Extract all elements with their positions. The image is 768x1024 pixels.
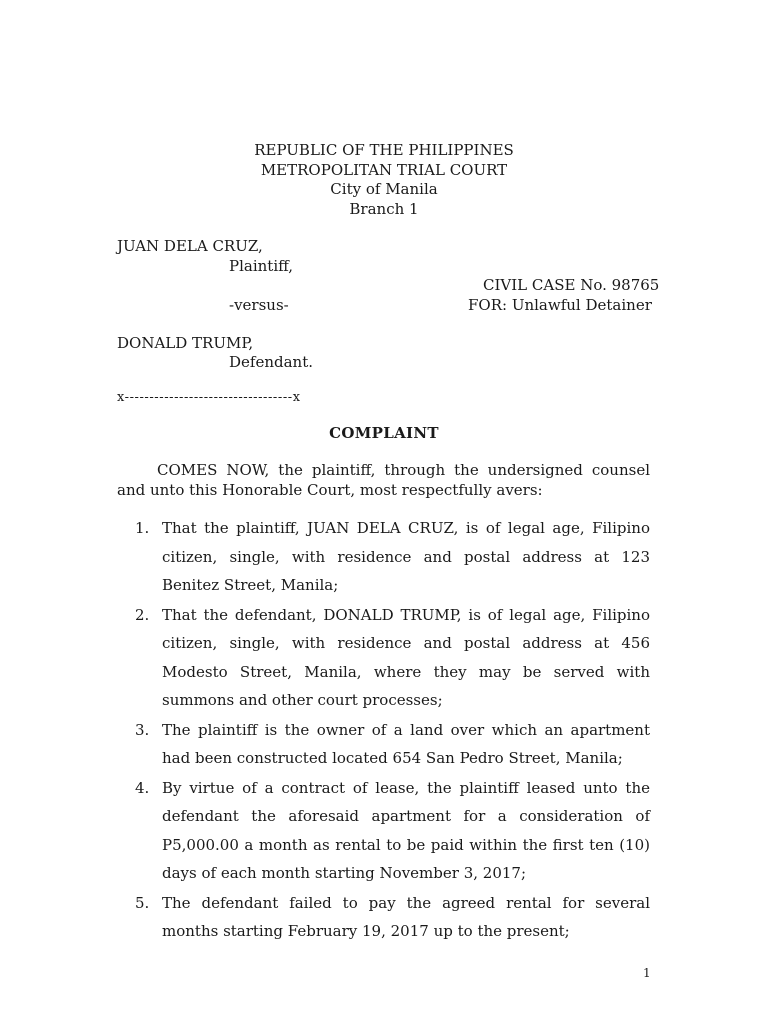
defendant-role: Defendant. — [229, 353, 313, 371]
plaintiff-role: Plaintiff, — [229, 257, 294, 275]
allegation-item — [117, 716, 650, 773]
case-number: CIVIL CASE No. 98765 — [483, 276, 660, 294]
page-number: 1 — [643, 966, 651, 980]
allegation-item — [117, 889, 650, 946]
heading-court: METROPOLITAN TRIAL COURT — [260, 160, 508, 179]
case-nature: FOR: Unlawful Detainer — [468, 296, 652, 314]
intro-paragraph: COMES NOW, the plaintiff, through the undersigned counsel and unto this Honorable Court, most respectfully avers: — [117, 461, 650, 499]
allegation-text: That the plaintiff, JUAN DELA CRUZ, is of legal age, Filipino citizen, single, with residence and postal address at 123 Benitez Street, Manila; — [162, 519, 650, 594]
allegation-number: 5. — [135, 893, 150, 912]
plaintiff-name: JUAN DELA CRUZ, — [117, 237, 263, 255]
allegation-number: 2. — [135, 605, 150, 624]
caption-separator: x----------------------------------x — [117, 390, 301, 405]
allegation-number: 4. — [135, 778, 150, 797]
versus-label: -versus- — [229, 296, 289, 314]
allegation-text: The defendant failed to pay the agreed rental for several months starting February 19, 2017 up to the present; — [162, 893, 650, 940]
heading-republic: REPUBLIC OF THE PHILIPPINES — [254, 141, 514, 159]
defendant-name: DONALD TRUMP, — [117, 334, 254, 352]
allegation-item — [117, 774, 650, 888]
allegation-item — [117, 601, 650, 715]
allegation-number: 3. — [135, 720, 150, 739]
allegation-text: By virtue of a contract of lease, the plaintiff leased unto the defendant the aforesaid apartment for a consideration of P5,000.00 a month as rental to be paid within the first ten (10) days of each month starting November 3, 2017; — [162, 778, 650, 882]
allegations-list — [117, 514, 650, 946]
allegation-item — [117, 514, 650, 600]
document-title: COMPLAINT — [329, 424, 439, 442]
allegation-number: 1. — [135, 519, 150, 537]
heading-city: City of Manila — [330, 180, 438, 198]
allegation-text: That the defendant, DONALD TRUMP, is of legal age, Filipino citizen, single, with residence and postal address at 456 Modesto Street, Manila, where they may be served with summons and other court processes; — [162, 605, 650, 709]
heading-branch: Branch 1 — [349, 199, 419, 218]
court-heading — [0, 141, 768, 219]
allegation-text: The plaintiff is the owner of a land over which an apartment had been constructed located 654 San Pedro Street, Manila; — [162, 720, 650, 767]
